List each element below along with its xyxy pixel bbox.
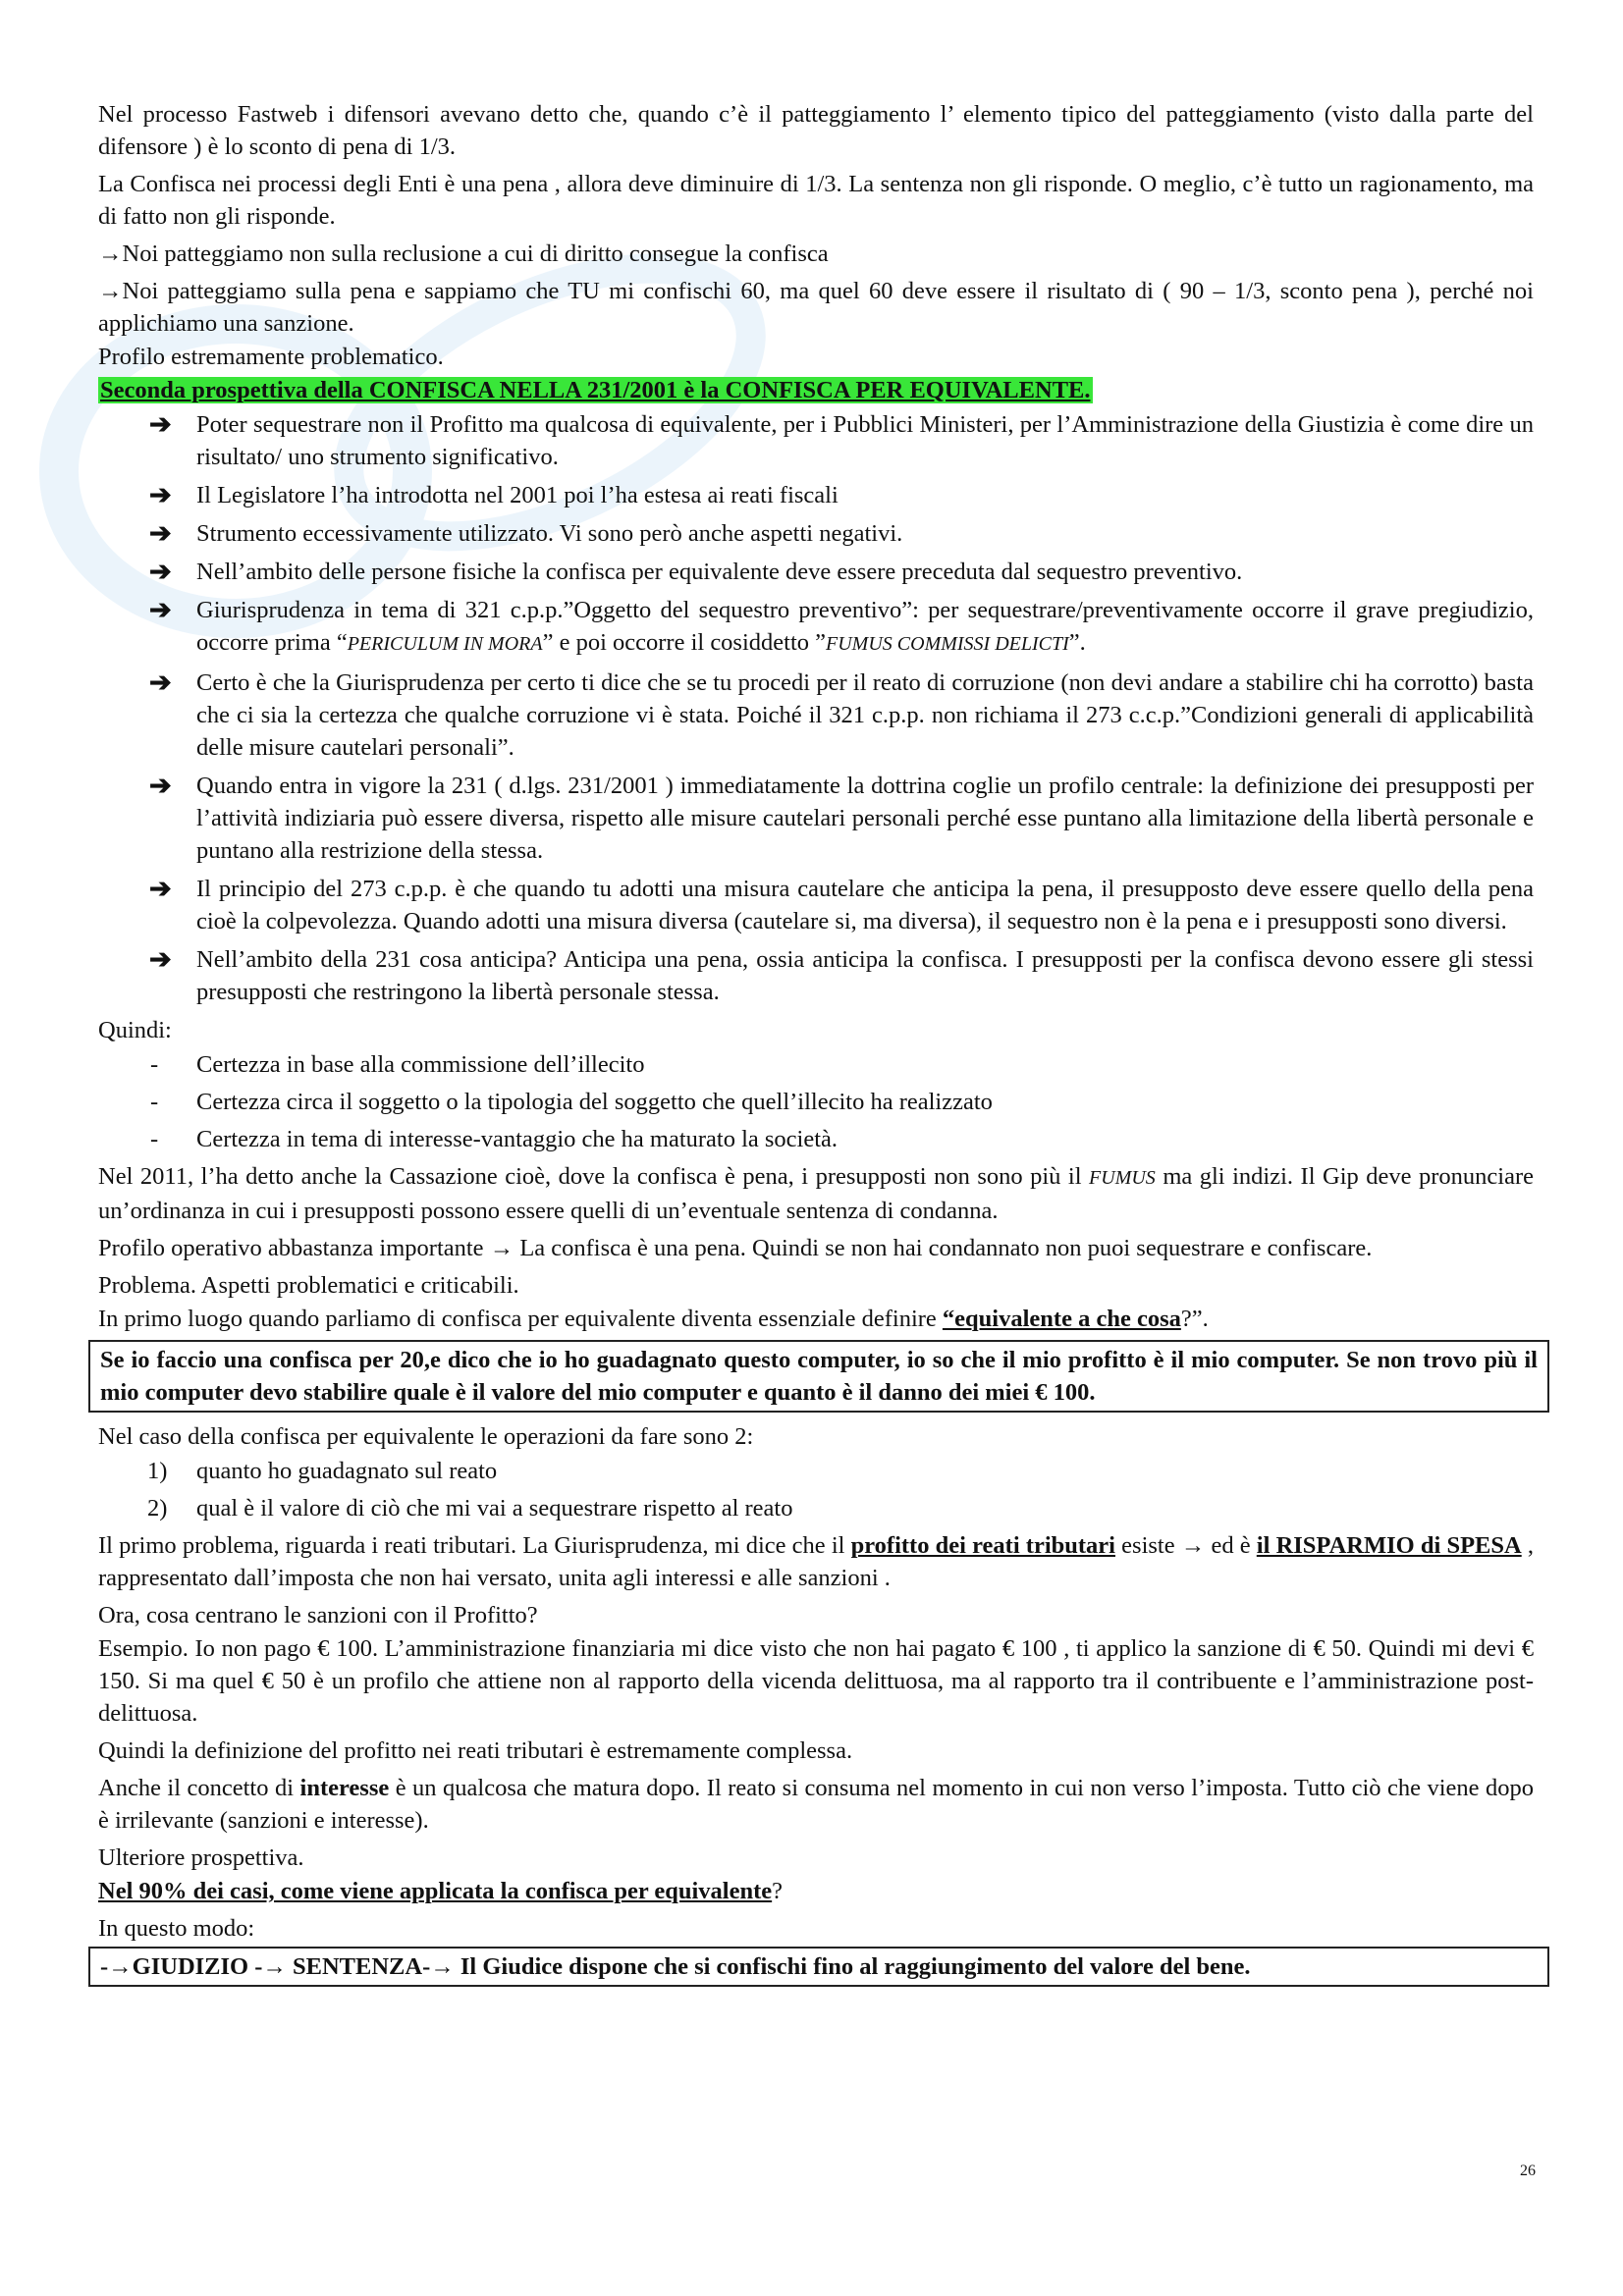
bullet-arrow-icon: ➔: [149, 874, 172, 903]
list-item: 1) quanto ho guadagnato sul reato: [147, 1458, 498, 1484]
emphasis: Nel 90% dei casi, come viene applicata la confisca per equivalente: [98, 1878, 773, 1904]
list-item: ➔ Quando entra in vigore la 231 ( d.lgs. 231/2001 ) immediatamente la dottrina coglie un profilo centrale: la definizione dei presupposti per l’attività indiziaria può essere diversa, rispetto alle misure cautelari personali perché esse puntano alla limitazione della libertà personale e puntano alla restrizione della stessa.: [149, 771, 1534, 864]
list-item: - Certezza in base alla commissione dell’illecito: [150, 1051, 645, 1078]
paragraph: Profilo estremamente problematico.: [98, 344, 444, 370]
emphasis: “equivalente a che cosa: [942, 1306, 1181, 1332]
list-item: ➔ Il principio del 273 c.p.p. è che quando tu adotti una misura cautelare che anticipa la pena, il presupposto deve essere quello della pena cioè la colpevolezza. Quando adotti una misura diversa (cautelare si, ma diversa), il sequestro non è la pena e i presupposti sono diversi.: [149, 874, 1534, 934]
list-item: - Certezza in tema di interesse-vantaggio che ha maturato la società.: [150, 1126, 839, 1152]
paragraph: Anche il concetto di interesse è un qualcosa che matura dopo. Il reato si consuma nel momento in cui non verso l’imposta. Tutto ciò che viene dopo è irrilevante (sanzioni e interesse).: [98, 1775, 1534, 1834]
latin-term: PERICULUM IN MORA: [347, 633, 543, 655]
paragraph: Problema. Aspetti problematici e criticabili.: [98, 1272, 519, 1299]
bullet-arrow-icon: ➔: [149, 518, 172, 548]
paragraph: Il primo problema, riguarda i reati tributari. La Giurisprudenza, mi dice che il profitto dei reati tributari esiste → ed è il RISPARMIO di SPESA , rappresentato dall’imposta che non hai versato, unita agli interessi e alle sanzioni .: [98, 1532, 1535, 1591]
bullet-arrow-icon: ➔: [149, 944, 172, 974]
paragraph: Profilo operativo abbastanza importante → La confisca è una pena. Quindi se non hai condannato non puoi sequestrare e confiscare.: [98, 1235, 1373, 1261]
arrow-paragraph: →Noi patteggiamo non sulla reclusione a cui di diritto consegue la confisca: [98, 240, 829, 267]
list-item: ➔ Giurisprudenza in tema di 321 c.p.p.”Oggetto del sequestro preventivo”: per sequestrare/preventivamente occorre il grave pregiudizio, occorre prima “PERICULUM IN MORA” e poi occorre il cosiddetto ”FUMUS COMMISSI DELICTI”.: [149, 595, 1534, 656]
paragraph: Quindi la definizione del profitto nei reati tributari è estremamente complessa.: [98, 1737, 853, 1764]
list-item: ➔ Nell’ambito delle persone fisiche la confisca per equivalente deve essere preceduta dal sequestro preventivo.: [149, 557, 1243, 586]
paragraph: Ulteriore prospettiva.: [98, 1844, 304, 1871]
document-page: [98, 98, 1538, 1995]
numbered-list: [98, 1455, 1534, 1524]
bullet-arrow-icon: ➔: [149, 595, 172, 624]
list-item: 2) qual è il valore di ciò che mi vai a sequestrare rispetto al reato: [147, 1495, 793, 1522]
paragraph: In primo luogo quando parliamo di confisca per equivalente diventa essenziale definire “equivalente a che cosa?”.: [98, 1306, 1209, 1332]
boxed-note: Se io faccio una confisca per 20,e dico che io ho guadagnato questo computer, io so che il mio profitto è il mio computer. Se non trovo più il mio computer devo stabilire quale è il valore del mio computer e quanto è il danno dei miei € 100.: [88, 1340, 1549, 1413]
bullet-arrow-icon: ➔: [149, 771, 172, 800]
list-item: ➔ Nell’ambito della 231 cosa anticipa? Anticipa una pena, ossia anticipa la confisca. I presupposti per la confisca devono essere gli stessi presupposti che restringono la libertà personale stessa.: [149, 944, 1534, 1005]
arrow-icon: →: [98, 240, 123, 267]
paragraph: La Confisca nei processi degli Enti è una pena , allora deve diminuire di 1/3. La sentenza non gli risponde. O meglio, c’è tutto un ragionamento, ma di fatto non gli risponde.: [98, 171, 1534, 230]
highlighted-heading: Seconda prospettiva della CONFISCA NELLA 231/2001 è la CONFISCA PER EQUIVALENTE.: [100, 377, 1091, 403]
page-number: 26: [1520, 2163, 1536, 2179]
bullet-arrow-icon: ➔: [149, 557, 172, 586]
arrow-icon: →: [98, 278, 123, 304]
paragraph: Nel caso della confisca per equivalente le operazioni da fare sono 2:: [98, 1423, 754, 1450]
paragraph: Nel 2011, l’ha detto anche la Cassazione cioè, dove la confisca è pena, i presupposti non sono più il FUMUS ma gli indizi. Il Gip deve pronunciare un’ordinanza in cui i presupposti possono essere quelli di un’eventuale sentenza di condanna.: [98, 1163, 1534, 1224]
paragraph: Nel processo Fastweb i difensori avevano detto che, quando c’è il patteggiamento l’ elemento tipico del patteggiamento (visto dalla parte del difensore ) è lo sconto di pena di 1/3.: [98, 101, 1534, 160]
paragraph: Nel 90% dei casi, come viene applicata la confisca per equivalente?: [98, 1878, 784, 1904]
latin-term: FUMUS COMMISSI DELICTI: [826, 633, 1069, 655]
arrow-bullet-list: [98, 408, 1534, 1008]
arrow-icon: →: [489, 1235, 514, 1261]
list-item: ➔ Strumento eccessivamente utilizzato. Vi sono però anche aspetti negativi.: [149, 518, 903, 548]
list-item: ➔ Certo è che la Giurisprudenza per certo ti dice che se tu procedi per il reato di corruzione (non devi andare a stabilire chi ha corrotto) basta che ci sia la certezza che qualche corruzione vi è stata. Poiché il 321 c.p.p. non richiama il 273 c.c.p.”Condizioni generali di applicabilità delle misure cautelari personali”.: [149, 667, 1534, 761]
bullet-arrow-icon: ➔: [149, 667, 172, 697]
bullet-arrow-icon: ➔: [149, 480, 172, 509]
list-item: - Certezza circa il soggetto o la tipologia del soggetto che quell’illecito ha realizzato: [150, 1089, 993, 1115]
boxed-note: -→GIUDIZIO -→ SENTENZA-→ Il Giudice dispone che si confischi fino al raggiungimento del valore del bene.: [88, 1947, 1549, 1987]
paragraph: In questo modo:: [98, 1915, 255, 1942]
paragraph: Quindi:: [98, 1017, 172, 1043]
latin-term: FUMUS: [1089, 1167, 1156, 1189]
arrow-paragraph: →Noi patteggiamo sulla pena e sappiamo che TU mi confischi 60, ma quel 60 deve essere il risultato di ( 90 – 1/3, sconto pena ), perché noi applichiamo una sanzione.: [98, 278, 1534, 337]
emphasis: profitto dei reati tributari: [850, 1532, 1115, 1559]
emphasis: interesse: [299, 1775, 390, 1801]
list-item: ➔ Il Legislatore l’ha introdotta nel 2001 poi l’ha estesa ai reati fiscali: [149, 480, 839, 509]
paragraph: Esempio. Io non pago € 100. L’amministrazione finanziaria mi dice visto che non hai pagato € 100 , ti applico la sanzione di € 50. Quindi mi devi € 150. Si ma quel € 50 è un profilo che attiene non al rapporto della vicenda delittuosa, ma al rapporto tra il contribuente e l’amministrazione post-delittuosa.: [98, 1635, 1534, 1727]
paragraph: Ora, cosa centrano le sanzioni con il Profitto?: [98, 1602, 538, 1629]
arrow-icon: →: [1180, 1532, 1206, 1559]
bullet-arrow-icon: ➔: [149, 409, 172, 439]
emphasis: il RISPARMIO di SPESA: [1256, 1532, 1522, 1559]
section-heading: [98, 374, 1534, 406]
dash-list: [98, 1048, 1534, 1155]
list-item: ➔ Poter sequestrare non il Profitto ma qualcosa di equivalente, per i Pubblici Ministeri, per l’Amministrazione della Giustizia è come dire un risultato/ uno strumento significativo.: [149, 409, 1534, 470]
